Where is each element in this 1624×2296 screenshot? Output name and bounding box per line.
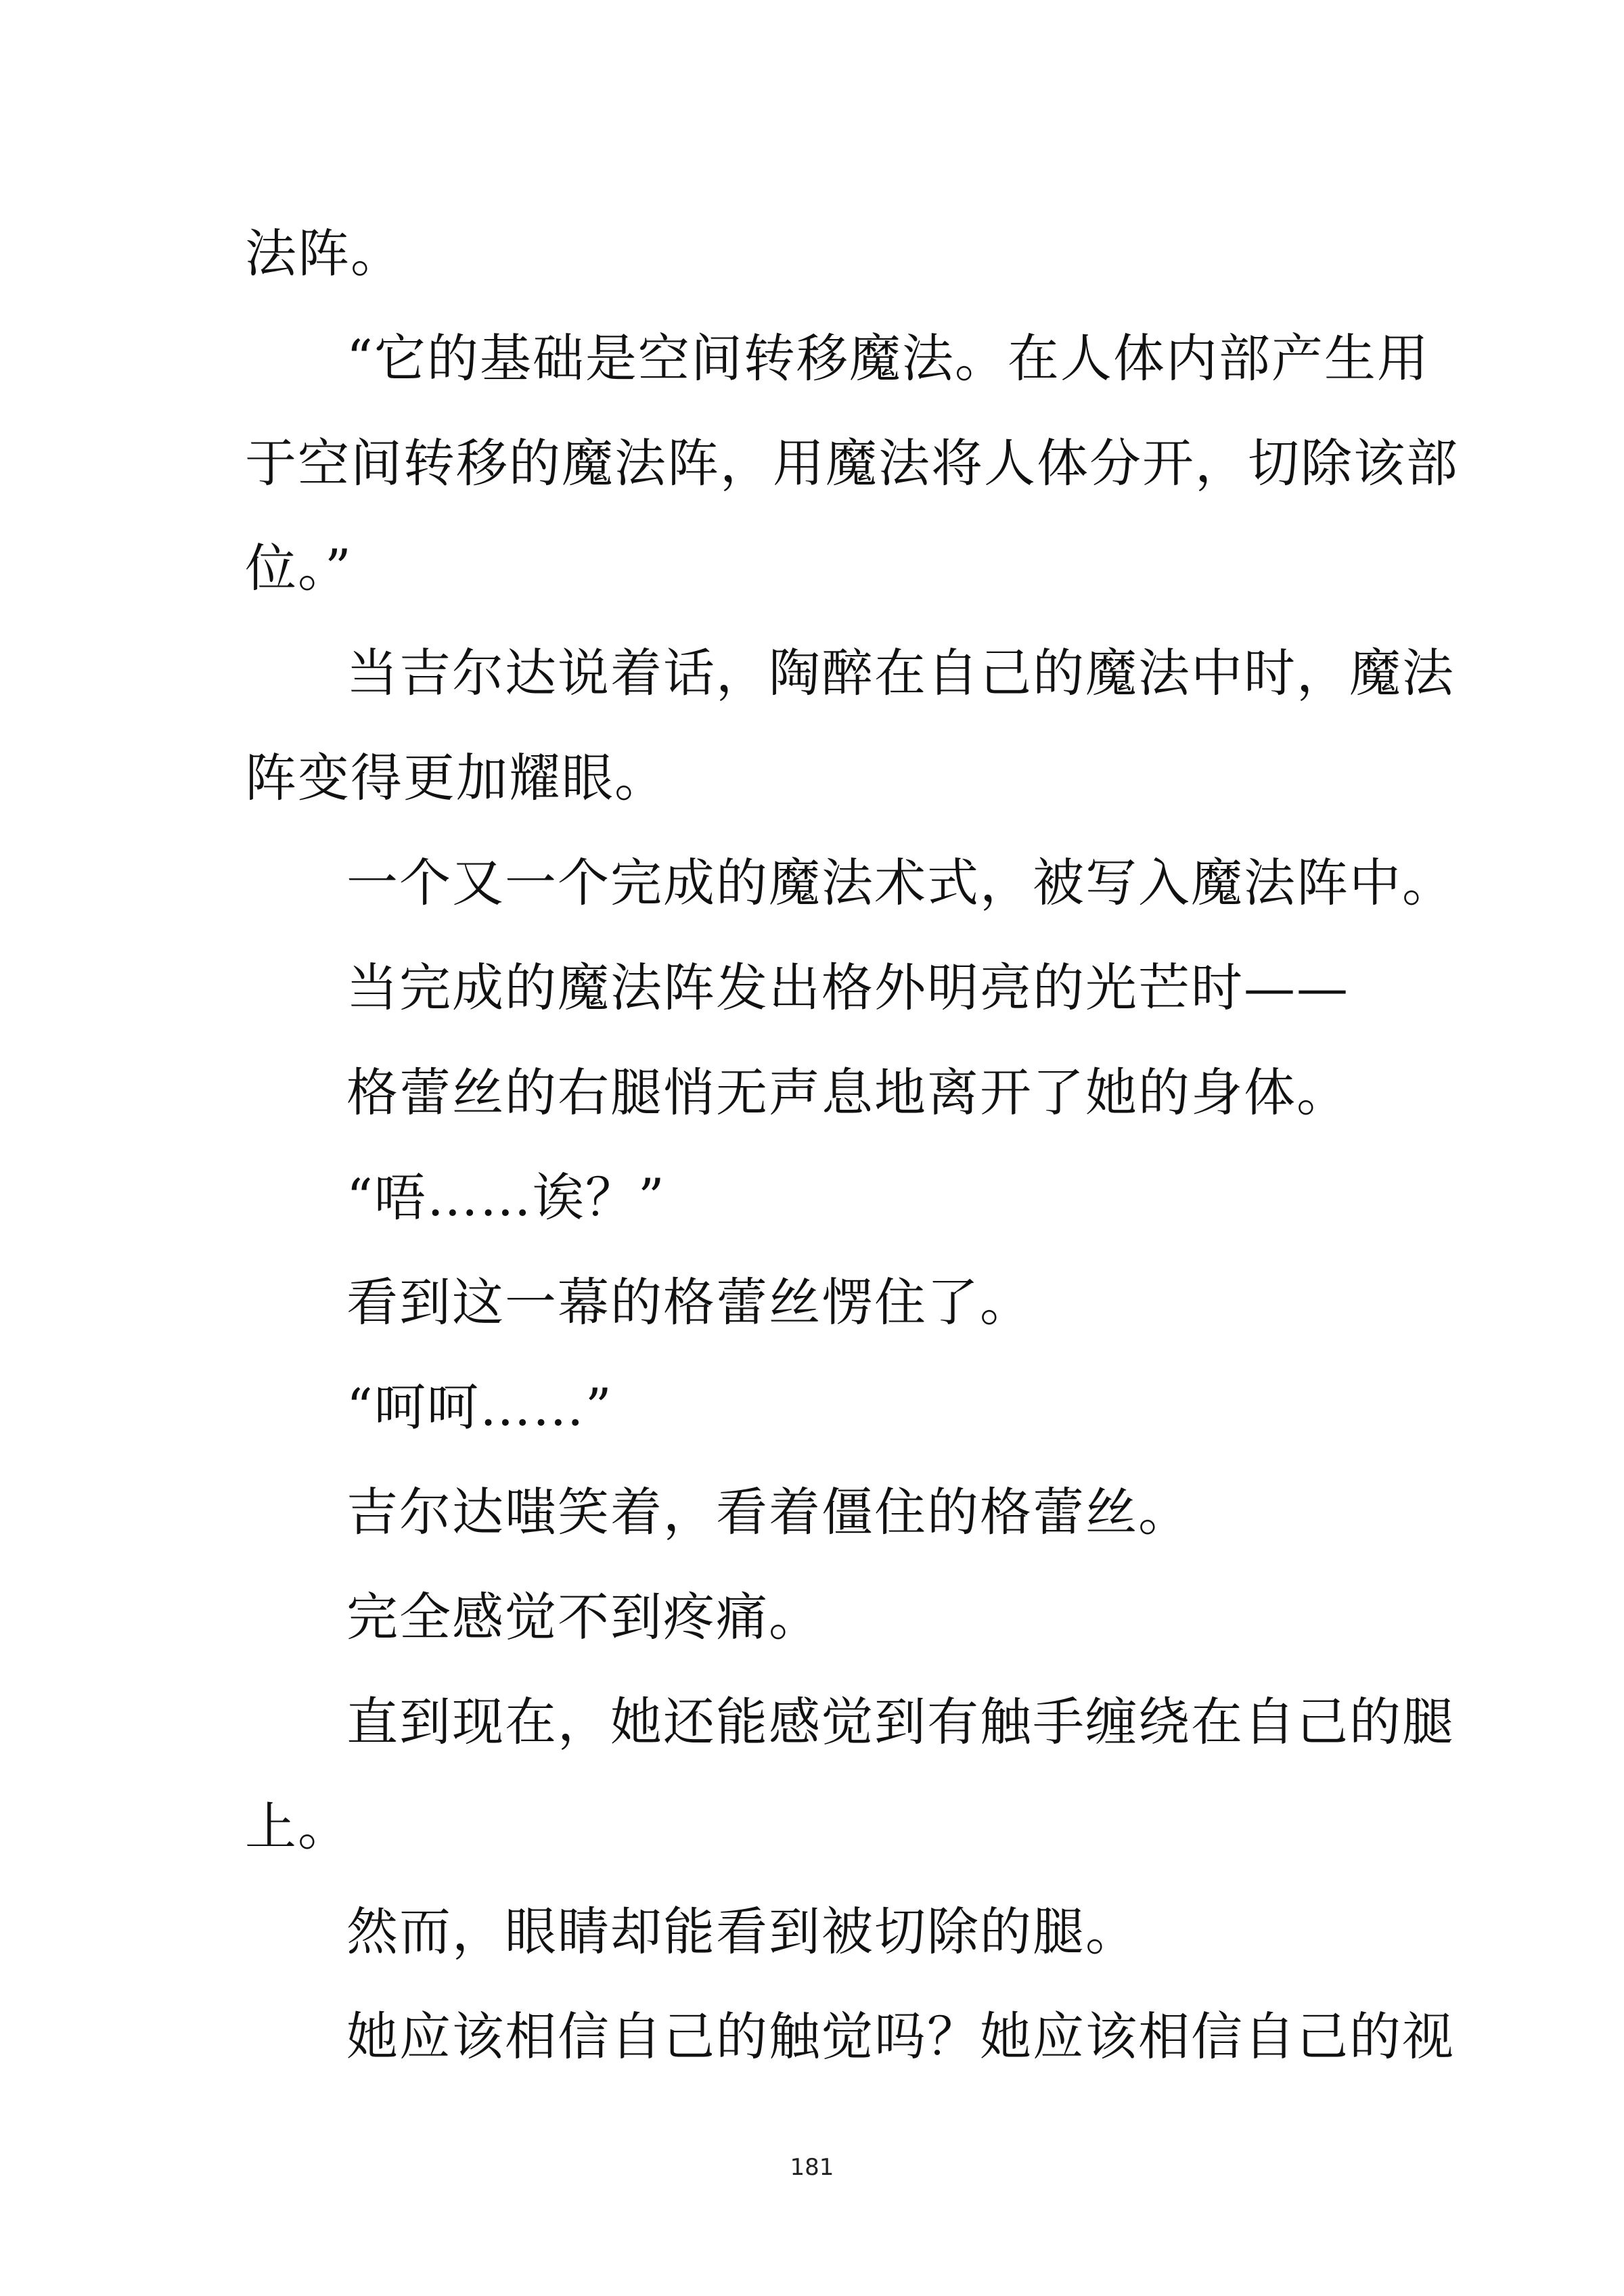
text-line: 位。” — [245, 538, 353, 598]
text-line: 吉尔达嗤笑着，看着僵住的格蕾丝。 — [346, 1482, 1191, 1542]
text-line: “呵呵……” — [346, 1377, 613, 1437]
text-line: 她应该相信自己的触觉吗？她应该相信自己的视 — [346, 2006, 1455, 2067]
text-line: 完全感觉不到疼痛。 — [346, 1587, 821, 1647]
text-line: 于空间转移的魔法阵，用魔法将人体分开，切除该部 — [245, 433, 1459, 493]
page-number: 181 — [790, 2154, 834, 2181]
text-line: 一个又一个完成的魔法术式，被写入魔法阵中。 — [346, 853, 1455, 913]
text-line: 格蕾丝的右腿悄无声息地离开了她的身体。 — [346, 1062, 1349, 1123]
text-line: “它的基础是空间转移魔法。在人体内部产生用 — [346, 328, 1430, 388]
text-line: 直到现在，她还能感觉到有触手缠绕在自己的腿 — [346, 1692, 1455, 1752]
text-line: 当吉尔达说着话，陶醉在自己的魔法中时，魔法 — [346, 643, 1455, 703]
text-line: 然而，眼睛却能看到被切除的腿。 — [346, 1901, 1138, 1962]
text-line: 法阵。 — [245, 223, 403, 284]
text-line: “唔……诶？” — [346, 1167, 666, 1228]
text-line: 看到这一幕的格蕾丝愣住了。 — [346, 1272, 1033, 1332]
text-line: 阵变得更加耀眼。 — [245, 748, 667, 808]
text-line: 上。 — [245, 1797, 351, 1857]
text-line: 当完成的魔法阵发出格外明亮的光芒时—— — [346, 958, 1349, 1018]
